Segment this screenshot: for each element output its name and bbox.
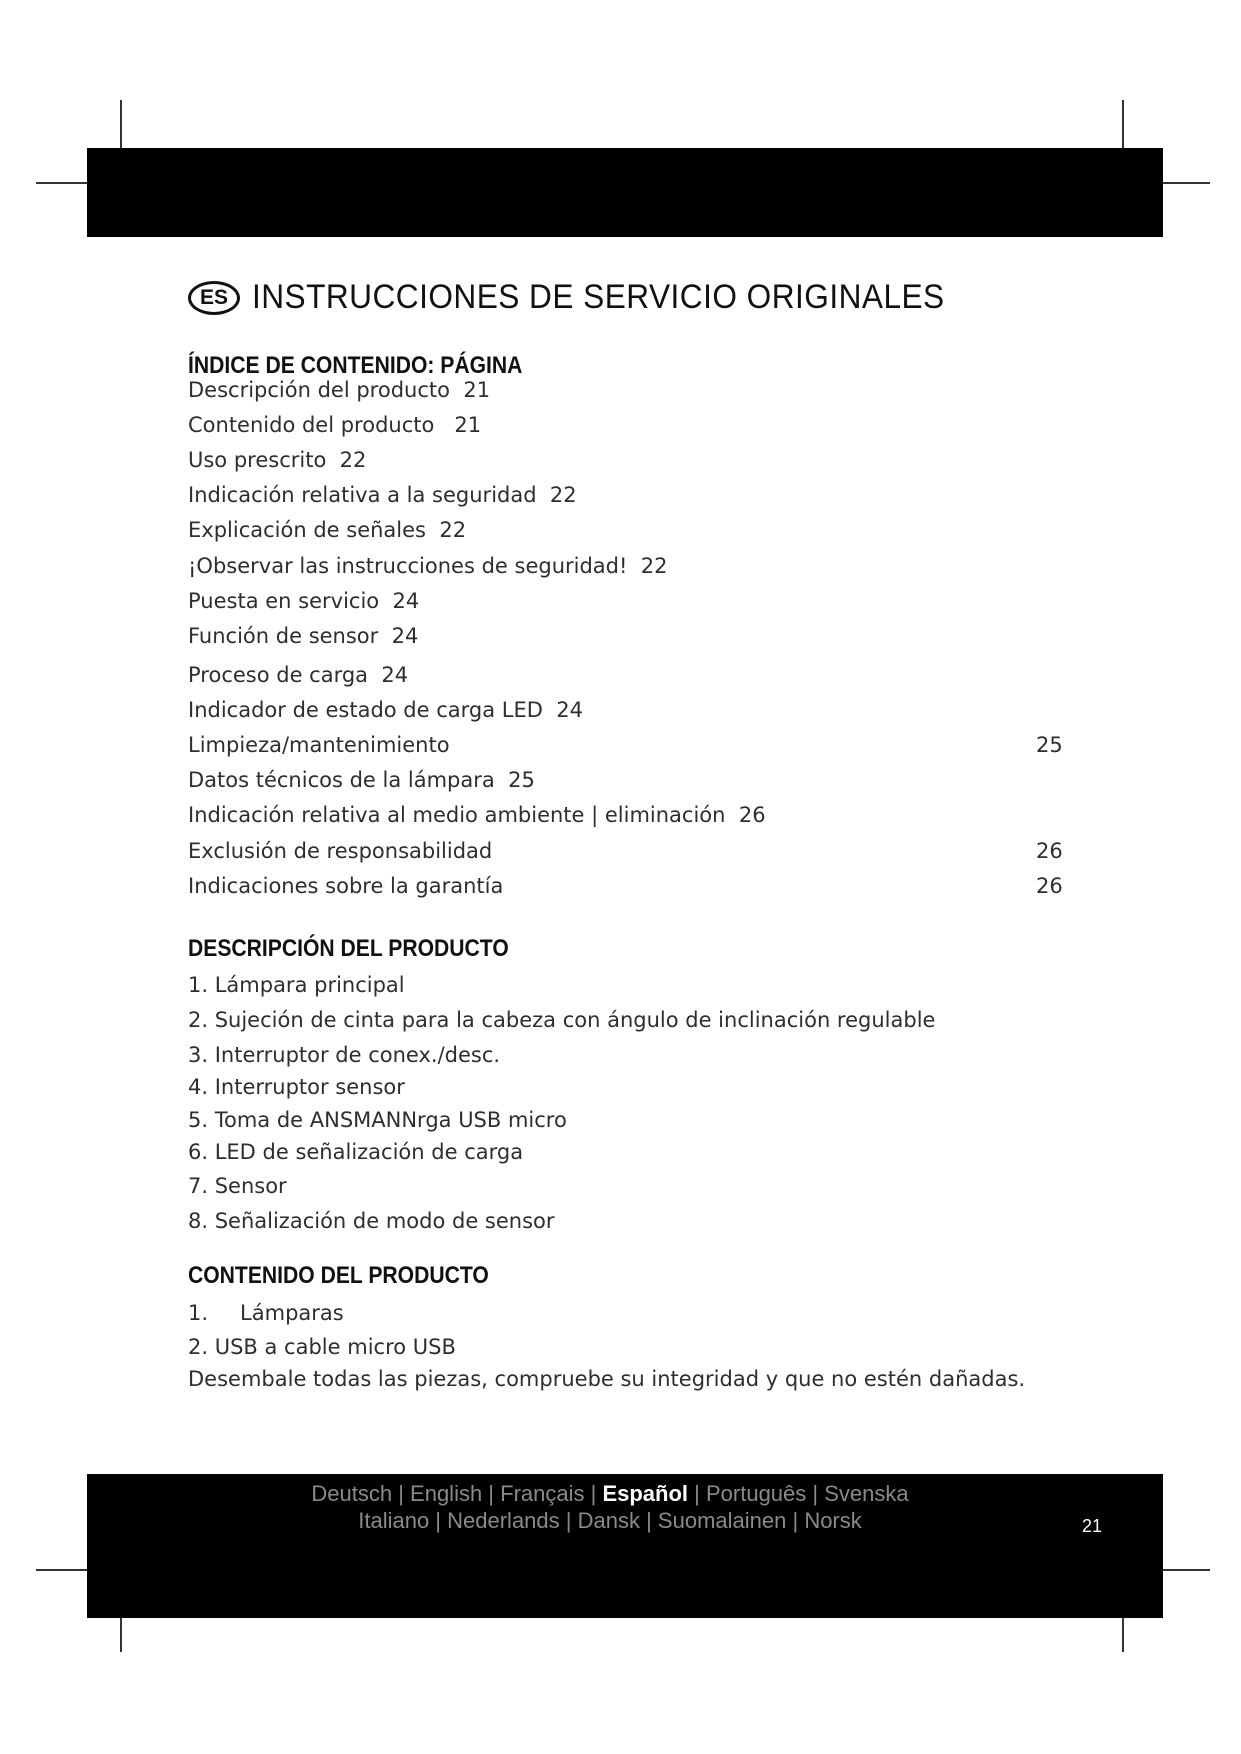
toc-item-label: Contenido del producto (188, 413, 435, 437)
contents-item-number: 1. (188, 1301, 209, 1325)
toc-item-page: 26 (1036, 874, 1063, 898)
title-row (188, 278, 997, 317)
language-separator: | (806, 1481, 825, 1506)
description-item: 1. Lámpara principal (188, 973, 405, 997)
language-separator: | (584, 1481, 603, 1506)
toc-item-page: 25 (508, 768, 535, 792)
toc-item-page: 22 (439, 518, 467, 542)
language-link[interactable]: Dansk (577, 1508, 640, 1533)
description-item: 3. Interruptor de conex./desc. (188, 1043, 501, 1067)
contents-item-text: Lámparas (240, 1301, 344, 1325)
toc-item (188, 661, 408, 689)
contents-item-number: 2. (188, 1335, 209, 1359)
toc-item-page: 24 (391, 624, 419, 648)
toc-item-label: Limpieza/mantenimiento (188, 733, 450, 757)
language-separator: | (482, 1481, 501, 1506)
description-heading: DESCRIPCIÓN DEL PRODUCTO (188, 935, 509, 962)
language-separator: | (786, 1508, 805, 1533)
toc-item (188, 446, 366, 474)
toc-item-page-column (1036, 872, 1063, 900)
language-separator: | (392, 1481, 411, 1506)
contents-item (188, 1299, 344, 1327)
toc-item (188, 766, 535, 794)
toc-item-label: Puesta en servicio (188, 589, 380, 613)
toc-item-label: Descripción del producto (188, 378, 450, 402)
page-title: INSTRUCCIONES DE SERVICIO ORIGINALES (252, 278, 945, 316)
language-link[interactable]: Norsk (804, 1508, 862, 1533)
toc-item-label: Indicaciones sobre la garantía (188, 874, 504, 898)
language-link-active[interactable]: Español (602, 1481, 689, 1506)
toc-item-page: 25 (1036, 733, 1063, 757)
language-link[interactable]: Svenska (824, 1481, 909, 1506)
toc-item-label: Exclusión de responsabilidad (188, 839, 493, 863)
toc-item-page-column (1036, 837, 1063, 865)
language-link[interactable]: English (410, 1481, 483, 1506)
toc-item (188, 552, 668, 580)
toc-item-page: 26 (1036, 839, 1063, 863)
toc-item-page: 24 (556, 698, 584, 722)
language-link[interactable]: Suomalainen (657, 1508, 787, 1533)
description-item: 7. Sensor (188, 1174, 287, 1198)
toc-item (188, 801, 766, 829)
description-item: 8. Señalización de modo de sensor (188, 1209, 555, 1233)
language-line-2 (200, 1508, 1020, 1534)
toc-item (188, 696, 583, 724)
language-line-1 (200, 1481, 1020, 1507)
toc-item-label: Indicación relativa a la seguridad (188, 483, 537, 507)
language-separator: | (688, 1481, 706, 1506)
toc-heading: ÍNDICE DE CONTENIDO: PÁGINA (188, 352, 523, 379)
language-separator: | (429, 1508, 448, 1533)
toc-item-label: ¡Observar las instrucciones de seguridad! (188, 554, 628, 578)
toc-item-page: 24 (392, 589, 420, 613)
toc-item-page: 21 (463, 378, 491, 402)
toc-item-page: 22 (339, 448, 367, 472)
toc-item-label: Proceso de carga (188, 663, 369, 687)
toc-item-label: Explicación de señales (188, 518, 426, 542)
toc-item (188, 516, 466, 544)
language-link[interactable]: Nederlands (447, 1508, 560, 1533)
toc-item-page: 26 (738, 803, 766, 827)
contents-item-text: USB a cable micro USB (214, 1335, 456, 1359)
contents-item (188, 1333, 456, 1361)
toc-item-label: Indicador de estado de carga LED (188, 698, 543, 722)
description-item: 2. Sujeción de cinta para la cabeza con ángulo de inclinación regulable (188, 1008, 936, 1032)
toc-item (188, 376, 490, 404)
toc-item-label: Datos técnicos de la lámpara (188, 768, 495, 792)
language-link[interactable]: Português (705, 1481, 807, 1506)
toc-item (188, 411, 481, 439)
toc-item-page: 21 (454, 413, 482, 437)
header-bar (87, 148, 1163, 237)
language-link[interactable]: Italiano (358, 1508, 430, 1533)
toc-item-label: Uso prescrito (188, 448, 327, 472)
language-separator: | (639, 1508, 658, 1533)
contents-heading: CONTENIDO DEL PRODUCTO (188, 1262, 489, 1289)
page-number: 21 (1082, 1516, 1103, 1536)
toc-item-page-column (1036, 731, 1063, 759)
toc-item-label: Función de sensor (188, 624, 379, 648)
language-link[interactable]: Français (500, 1481, 585, 1506)
language-badge: ES (188, 281, 240, 315)
language-link[interactable]: Deutsch (311, 1481, 393, 1506)
toc-item-page: 22 (549, 483, 577, 507)
toc-item (188, 622, 418, 650)
description-item: 4. Interruptor sensor (188, 1075, 405, 1099)
description-item: 6. LED de señalización de carga (188, 1140, 524, 1164)
language-separator: | (559, 1508, 578, 1533)
toc-item (188, 481, 577, 509)
contents-note: Desembale todas las piezas, compruebe su integridad y que no estén dañadas. (188, 1367, 1026, 1391)
toc-item (188, 872, 503, 900)
toc-item-label: Indicación relativa al medio ambiente | eliminación (188, 803, 726, 827)
toc-item-page: 24 (381, 663, 409, 687)
toc-item (188, 587, 419, 615)
description-item: 5. Toma de ANSMANNrga USB micro (188, 1108, 567, 1132)
toc-item-page: 22 (640, 554, 668, 578)
toc-item (188, 837, 492, 865)
toc-item (188, 731, 450, 759)
